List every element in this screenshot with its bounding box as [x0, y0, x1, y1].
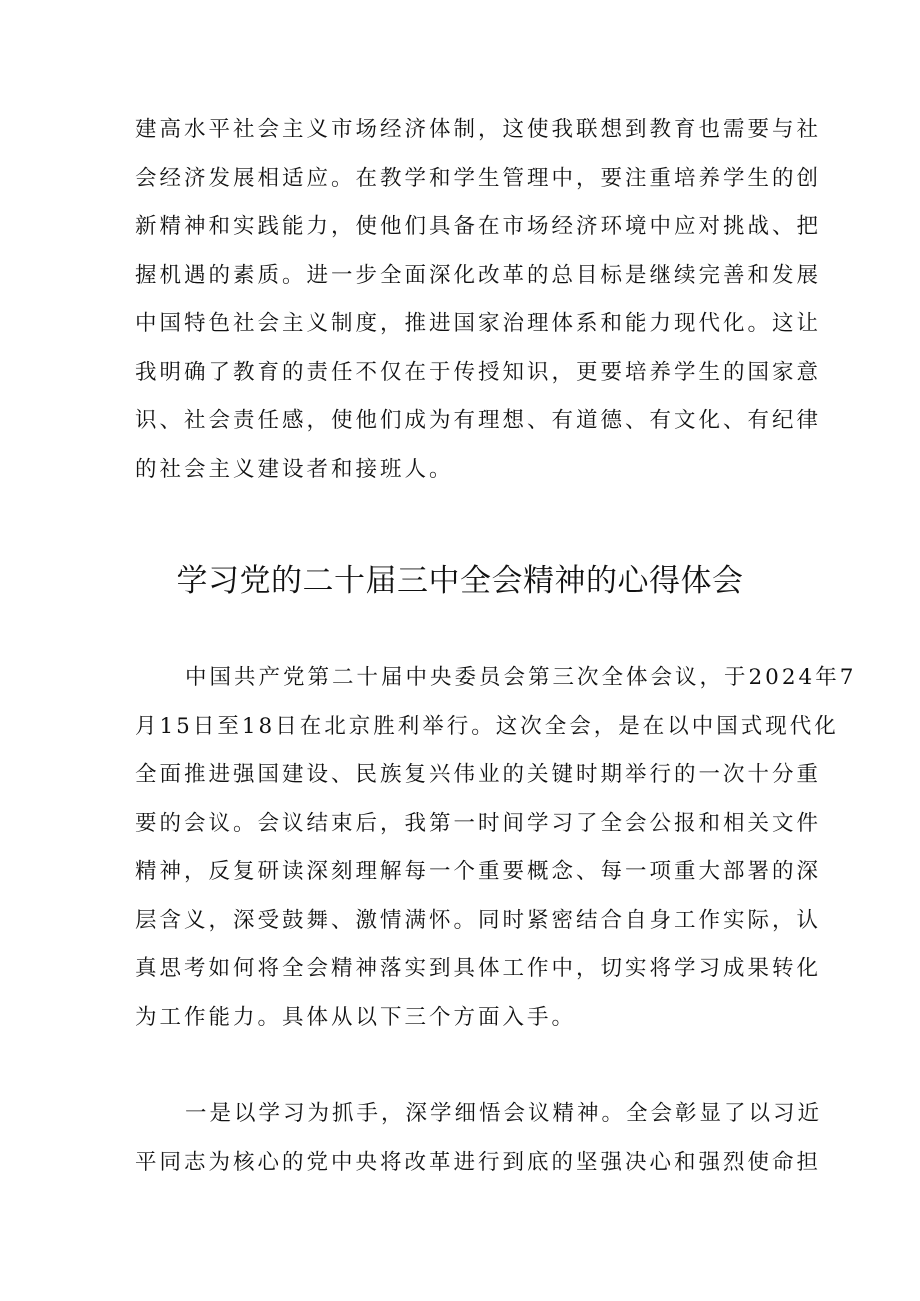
text-line: 一是以学习为抓手，深学细悟会议精神。全会彰显了以习近	[185, 1101, 823, 1126]
paragraph-opening	[135, 654, 857, 1042]
text-line: 精神，反复研读深刻理解每一个重要概念、每一项重大部署的深	[135, 859, 822, 884]
text-line: 新精神和实践能力，使他们具备在市场经济环境中应对挑战、把	[135, 214, 822, 239]
text-line: 全面推进强国建设、民族复兴伟业的关键时期举行的一次十分重	[135, 762, 822, 787]
text-line: 会经济发展相适应。在教学和学生管理中，要注重培养学生的创	[135, 165, 822, 191]
text-line: 层含义，深受鼓舞、激情满怀。同时紧密结合自身工作实际，认	[135, 907, 822, 933]
text-line: 要的会议。会议结束后，我第一时间学习了全会公报和相关文件	[135, 810, 822, 836]
paragraph-intro-continuation	[135, 106, 822, 494]
document-title: 学习党的二十届三中全会精神的心得体会	[176, 563, 744, 599]
text-line: 建高水平社会主义市场经济体制，这使我联想到教育也需要与社	[135, 117, 822, 142]
text-line: 平同志为核心的党中央将改革进行到底的坚强决心和强烈使命担	[135, 1149, 822, 1175]
text-line: 中国特色社会主义制度，推进国家治理体系和能力现代化。这让	[135, 311, 822, 336]
text-line: 真思考如何将全会精神落实到具体工作中，切实将学习成果转化	[135, 956, 822, 981]
text-line: 识、社会责任感，使他们成为有理想、有道德、有文化、有纪律	[135, 408, 822, 433]
text-line: 我明确了教育的责任不仅在于传授知识，更要培养学生的国家意	[135, 359, 822, 385]
paragraph-point-one	[135, 1090, 823, 1187]
text-line: 中国共产党第二十届中央委员会第三次全体会议，于2024年7	[185, 665, 857, 690]
text-line: 为工作能力。具体从以下三个方面入手。	[135, 1004, 577, 1030]
text-line: 握机遇的素质。进一步全面深化改革的总目标是继续完善和发展	[135, 262, 822, 288]
text-line: 月15日至18日在北京胜利举行。这次全会，是在以中国式现代化	[135, 713, 839, 739]
text-line: 的社会主义建设者和接班人。	[135, 456, 454, 482]
